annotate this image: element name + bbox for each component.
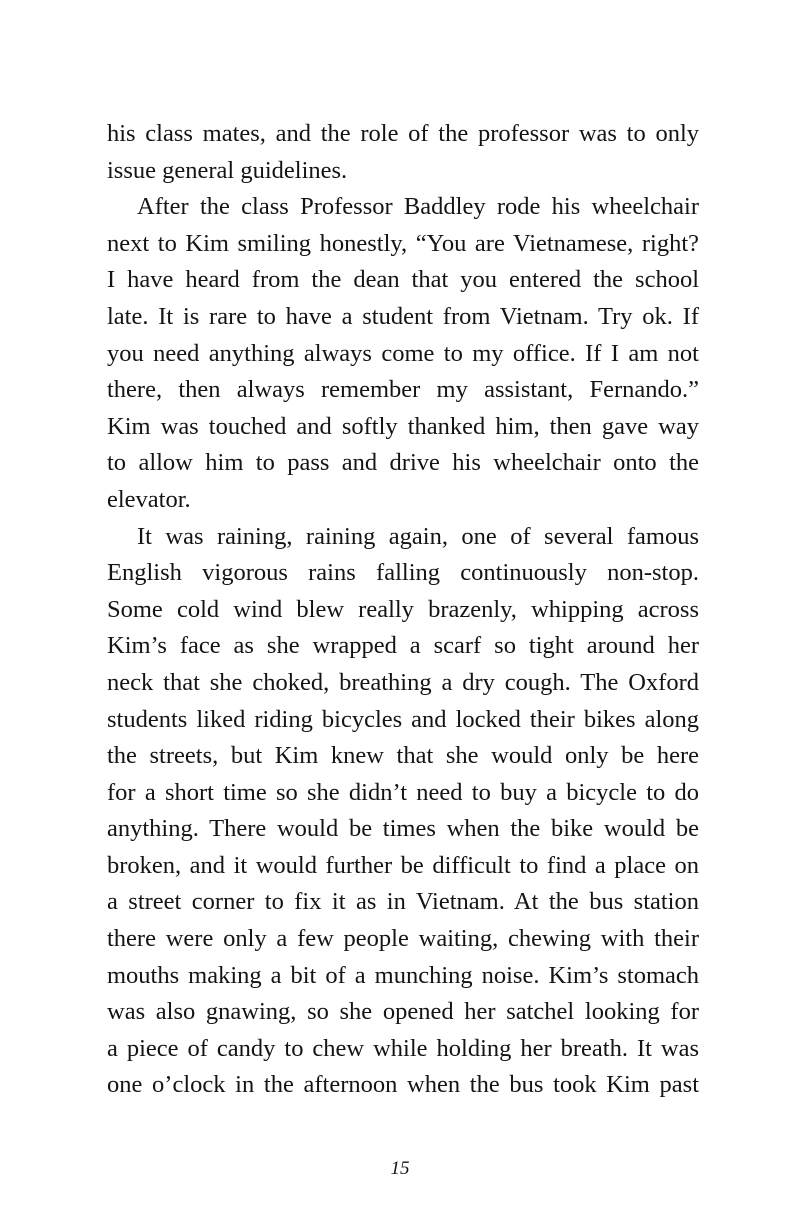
text-line: After the class Professor Baddley rode his wheelchair [137,193,699,221]
text-line: there were only a few people waiting, chewing with their [107,925,699,953]
text-line: mouths making a bit of a munching noise. Kim’s stomach [107,961,699,989]
text-line: his class mates, and the role of the professor was to only [107,120,699,147]
text-line: for a short time so she didn’t need to buy a bicycle to do [107,778,699,806]
text-line: Kim’s face as she wrapped a scarf so tight around her [107,632,699,660]
text-line: there, then always remember my assistant, Fernando.” [107,376,699,404]
text-line: to allow him to pass and drive his wheelchair onto the [107,449,699,477]
text-line: the streets, but Kim knew that she would only be here [107,742,699,770]
text-line: you need anything always come to my office. If I am not [107,339,699,367]
text-line: elevator. [107,485,191,513]
text-line: issue general guidelines. [107,156,348,184]
text-line: late. It is rare to have a student from Vietnam. Try ok. If [107,302,699,330]
text-line: a street corner to fix it as in Vietnam. At the bus station [107,888,699,916]
text-line: neck that she choked, breathing a dry cough. The Oxford [107,668,699,696]
page-number: 15 [390,1158,410,1179]
text-line: It was raining, raining again, one of several famous [137,522,699,550]
text-line: was also gnawing, so she opened her satchel looking for [107,998,699,1026]
text-line: Kim was touched and softly thanked him, then gave way [107,412,699,440]
text-line: English vigorous rains falling continuously non-stop. [107,559,699,587]
text-line: broken, and it would further be difficult to find a place on [107,851,699,879]
text-line: Some cold wind blew really brazenly, whipping across [107,595,699,623]
text-line: one o’clock in the afternoon when the bus took Kim past [107,1071,699,1099]
text-line: next to Kim smiling honestly, “You are Vietnamese, right? [107,229,699,257]
body-text [107,116,699,1104]
text-line: I have heard from the dean that you entered the school [107,266,699,294]
text-line: students liked riding bicycles and locked their bikes along [107,705,699,733]
text-line: anything. There would be times when the bike would be [107,815,699,843]
text-line: a piece of candy to chew while holding her breath. It was [107,1034,699,1062]
